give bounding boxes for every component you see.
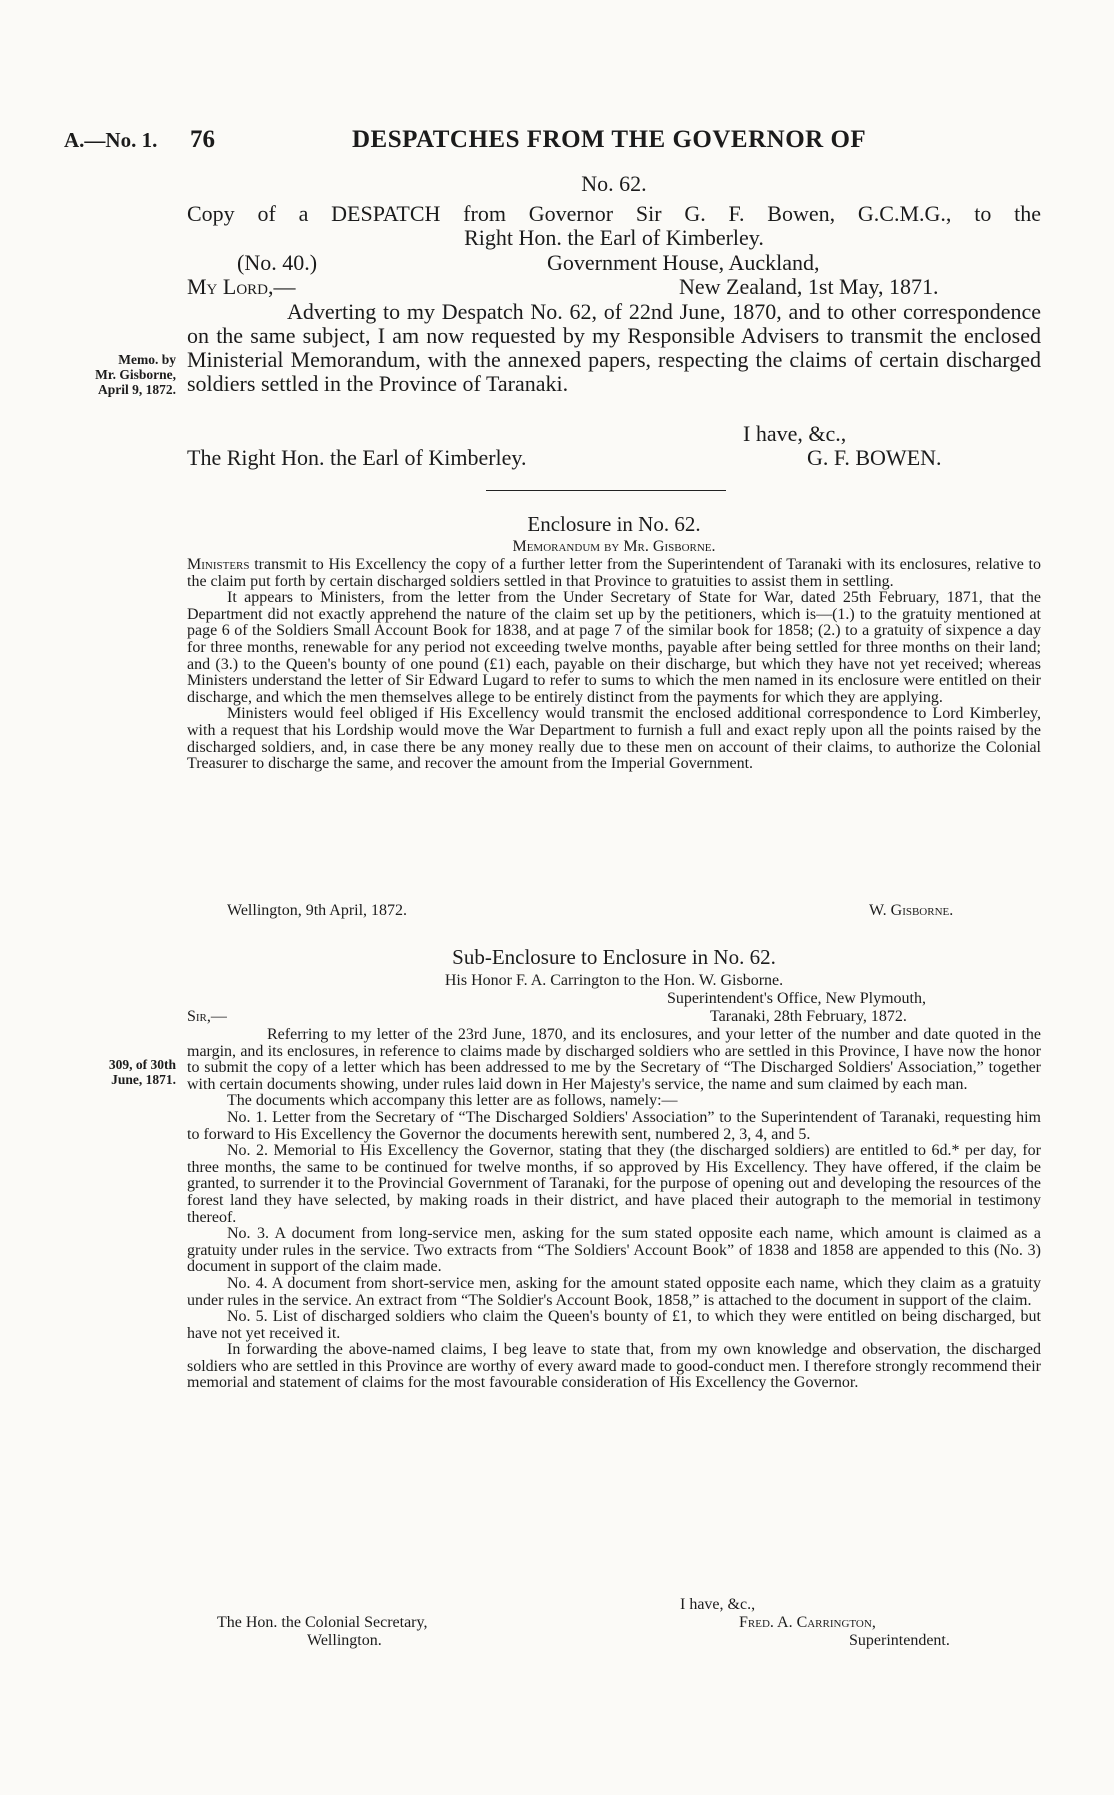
sub-enclosure-paragraph: No. 2. Memorial to His Excellency the Governor, stating that they (the discharged soldiers) are entitled to 6d.* per day, for three months, the same to be continued for twelve months, if so approved by His Excellency. They have offered, if the claim be granted, to surrender it to the Provincial Government of Taranaki, for the purpose of opening out and developing the resources of the forest land they have selected, by making roads in their district, and have placed their autograph to the memorial in testimony thereof. xyxy=(187,1142,1041,1226)
despatch-addressee: The Right Hon. the Earl of Kimberley. xyxy=(187,445,527,470)
section-divider xyxy=(486,490,726,491)
running-header xyxy=(0,120,1114,160)
sub-enclosure-address-line1: Superintendent's Office, New Plymouth, xyxy=(667,990,926,1007)
sub-enclosure-salutation: Sir,— xyxy=(187,1008,227,1025)
sub-enclosure-addressee-line1: The Hon. the Colonial Secretary, xyxy=(217,1614,428,1631)
margin-note-line: June, 1871. xyxy=(111,1072,176,1087)
despatch-salutation-row xyxy=(187,275,1041,299)
sub-enclosure-paragraph: In forwarding the above-named claims, I beg leave to state that, from my own knowledge and observation, the discharged soldiers who are settled in this Province are worthy of every award made to good-conduct men. I therefore strongly recommend their memorial and statement of claims for the most favourable consideration of His Excellency the Governor. xyxy=(187,1341,1041,1392)
sub-enclosure-address-row1 xyxy=(187,990,1041,1008)
despatch-heading-line2: Right Hon. the Earl of Kimberley. xyxy=(464,225,764,250)
despatch-place-line1: Government House, Auckland, xyxy=(547,250,820,275)
margin-note-line: April 9, 1872. xyxy=(97,382,176,397)
despatch-number: No. 62. xyxy=(581,171,647,196)
sub-enclosure-paragraph: No. 4. A document from short-service men, asking for the amount stated opposite each name, which they claim as a gratuity under rules in the service. An extract from “The Soldier's Account Book, 1858,” is attached to the document in support of the claim. xyxy=(187,1274,1041,1309)
sub-enclosure-paragraph: Referring to my letter of the 23rd June, 1870, and its enclosures, and your letter of the number and date quoted in the margin, and its enclosures, in reference to claims made by discharged soldiers who are settled in this Province, I have now the honor to submit the copy of a letter which has been addressed to me by the Secretary of “The Discharged Soldiers' Association,” together with certain documents showing, under rules laid down in Her Majesty's service, the name and sum claimed by each man. xyxy=(187,1026,1041,1093)
enclosure-body xyxy=(187,557,1041,773)
despatch-place-line2: New Zealand, 1st May, 1871. xyxy=(679,274,939,299)
sub-enclosure-title-row xyxy=(187,1632,1041,1650)
document-reference: A.—No. 1. xyxy=(64,128,158,152)
sub-enclosure-paragraph: No. 5. List of discharged soldiers who claim the Queen's bounty of £1, to which they were entitled on being discharged, but have not yet received it. xyxy=(187,1308,1041,1342)
sub-enclosure-subtitle: His Honor F. A. Carrington to the Hon. W. Gisborne. xyxy=(444,972,784,989)
sub-enclosure-signature: Fred. A. Carrington, xyxy=(739,1614,876,1631)
paragraph-text: transmit to His Excellency the copy of a further letter from the Superintendent of Taranaki with its enclosures, relative to the claim put forth by certain discharged soldiers settled in that Province to gratuities to assist them in settling. xyxy=(187,556,1041,590)
sub-enclosure-paragraph: No. 1. Letter from the Secretary of “The Discharged Soldiers' Association” to the Superintendent of Taranaki, requesting him to forward to His Excellency the Governor the documents herewith sent, numbered 2, 3, 4, and 5. xyxy=(187,1108,1041,1143)
sub-enclosure-addressee-line2: Wellington. xyxy=(307,1632,382,1649)
margin-note-memo xyxy=(48,352,176,397)
enclosure-place-date: Wellington, 9th April, 1872. xyxy=(227,902,408,919)
sub-enclosure-closing: I have, &c., xyxy=(680,1596,756,1613)
despatch-salutation: My Lord,— xyxy=(187,274,296,299)
despatch-subnumber-row xyxy=(187,251,1041,275)
despatch-body xyxy=(187,300,1041,396)
despatch-heading-line1: Copy of a DESPATCH from Governor Sir G. F. Bowen, G.C.M.G., to the xyxy=(187,201,1041,226)
sub-enclosure-body xyxy=(187,1027,1041,1392)
enclosure-title: Enclosure in No. 62. xyxy=(527,512,701,536)
page-number: 76 xyxy=(190,126,215,153)
sub-enclosure-signature-title: Superintendent. xyxy=(849,1632,950,1649)
enclosure-signoff xyxy=(187,902,1041,922)
margin-note-reference xyxy=(48,1057,176,1087)
despatch-body-paragraph: Adverting to my Despatch No. 62, of 22nd June, 1870, and to other correspondence on the same subject, I am now requested by my Responsible Advisers to transmit the enclosed Ministerial Memorandum, with the annexed papers, respecting the claims of certain discharged soldiers settled in the Province of Taranaki. xyxy=(187,299,1041,396)
sub-enclosure-address-row2 xyxy=(187,1008,1041,1026)
enclosure-signature: W. Gisborne. xyxy=(869,902,954,919)
running-title: DESPATCHES FROM THE GOVERNOR OF xyxy=(352,126,867,153)
despatch-closing-row xyxy=(187,422,1041,446)
sub-enclosure-closing-row xyxy=(187,1596,1041,1614)
enclosure-paragraph-2: It appears to Ministers, from the letter from the Under Secretary of State for War, dated 25th February, 1871, that the Department did not exactly apprehend the nature of the claim set up by the petitioners, which is—(1.) to the gratuity mentioned at page 6 of the Soldiers Small Account Book for 1838, and at page 7 of the similar book for 1858; (2.) to a gratuity of sixpence a day for three months, renewable for any period not exceeding twelve months, payable after being settled for three months on their land; and (3.) to the Queen's bounty of one pound (£1) each, payable on their discharge, but which they have not yet received; whereas Ministers understand the letter of Sir Edward Lugard to refer to sums to which the men named in its enclosure were entitled on their discharge, and which the men themselves allege to be entirely distinct from the payments for which they are applying. xyxy=(187,589,1041,706)
sub-enclosure-paragraph: No. 3. A document from long-service men, asking for the sum stated opposite each name, which amount is claimed as a gratuity under rules in the service. Two extracts from “The Soldiers' Account Book” of 1838 and 1858 are appended to this (No. 3) document in support of the claim made. xyxy=(187,1225,1041,1276)
despatch-signature-row xyxy=(187,446,1041,470)
sub-enclosure-signature-row xyxy=(187,1614,1041,1632)
despatch-subnumber: (No. 40.) xyxy=(237,250,318,275)
despatch-signature: G. F. BOWEN. xyxy=(807,445,942,470)
margin-note-line: 309, of 30th xyxy=(108,1057,176,1072)
enclosure-subtitle: Memorandum by Mr. Gisborne. xyxy=(512,538,716,555)
paragraph-lead: Ministers xyxy=(187,556,250,573)
sub-enclosure-paragraph: The documents which accompany this letter are as follows, namely:— xyxy=(227,1092,678,1110)
sub-enclosure-address-line2: Taranaki, 28th February, 1872. xyxy=(710,1008,907,1025)
enclosure-paragraph-3: Ministers would feel obliged if His Excellency would transmit the enclosed additional correspondence to Lord Kimberley, with a request that his Lordship would move the War Department to furnish a full and exact reply upon all the points raised by the discharged soldiers, and, in case there be any money really due to these men on account of their claims, to authorize the Colonial Treasurer to discharge the same, and recover the amount from the Imperial Government. xyxy=(187,705,1041,773)
despatch-closing: I have, &c., xyxy=(743,421,847,446)
enclosure-paragraph-1 xyxy=(187,557,1041,590)
margin-note-line: Mr. Gisborne, xyxy=(95,367,176,382)
margin-note-line: Memo. by xyxy=(118,352,176,367)
sub-enclosure-title: Sub-Enclosure to Enclosure in No. 62. xyxy=(452,945,776,969)
